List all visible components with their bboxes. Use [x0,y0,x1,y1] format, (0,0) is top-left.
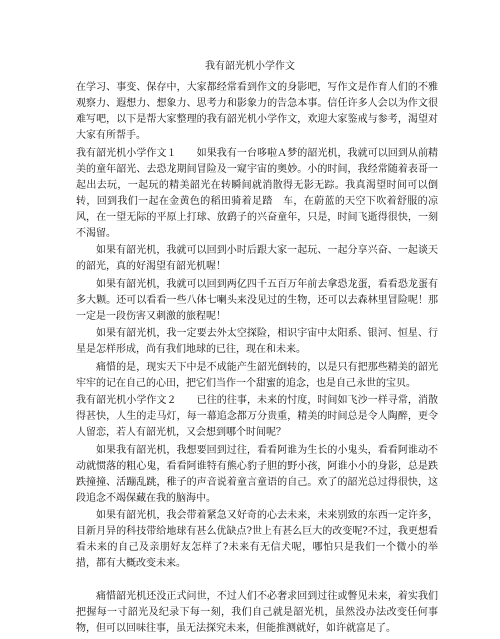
paragraph-intro: 在学习、事变、保存中，大家都经常看到作文的身影吧，写作文是作育人们的不雅观察力、遐想力、想象力、思考力和影象力的告急本事。信任许多人会以为作文很难写吧，以下是帮大家整理的我有韶光机小学作文，欢迎大家鉴戒与参考，渴望对大家有所帮手。 [76,82,438,141]
paragraph-conclusion: 痛惜韶光机还没正式问世，不过人们不必奢求回到过往或瞥见未来，着实我们把握每一寸韶光及纪录下每一刻，我们自己就是韶光机，虽然没办法改变任何事物，但可以回味往事，虽无法探究未来，但能推测就好，如许就富足了。 [76,591,438,634]
paragraph: 如果有韶光机，我就可以回到两亿四千五百万年前去拿恐龙蛋，看看恐龙蛋有多大颗。还可以看看一些八体七喇头来没见过的生物，还可以去森林里冒险呢！那一定是一段伤害又刺激的旅程呢！ [76,278,438,322]
paragraph: 如果我有韶光机，我想要回到过往，看看阿谁为生长的小鬼头，看看阿谁动不动就惯落的粗心鬼，看看阿谁特有熊心豹子胆的野小孩，阿谁小小的身影，总是跌跌撞撞、活蹦乱跳，稚子的声音说着童言童语的自己。欢了的韶光总过得很快，这段追念不竭保藏在我的脑海中。 [76,444,438,504]
paragraph: 如果有韶光机，我就可以回到小时后跟大家一起玩、一起分享兴奋、一起谈天的韶光，真的好渴望有韶光机喔！ [76,245,438,272]
paragraph-essay2-start: 我有韶光机小学作文２ 已往的往事，未来的忖度，时间如飞沙一样寻常，消散得甚快，人生的走马灯，每一幕追念都万分贵重，精美的时间总是令人陶醉，更令人留恋，若人有韶光机，又会想到哪个时间呢？ [76,395,438,438]
paragraph: 如果有韶光机，我一定要去外太空探险，相识宇宙中太阳系、银河、恒星、行星是怎样形成，尚有我们地球的已往，现在和未来。 [76,328,438,355]
document-title: 我有韶光机小学作文 [205,61,295,72]
paragraph: 痛惜的是，现实天下中是不成能产生韶光倒转的，以是只有把那些精美的韶光牢牢的记在自己的心田，把它们当作一个甜蜜的追念，也是自己永世的宝贝。 [76,361,438,389]
paragraph-essay1-start: 我有韶光机小学作文１ 如果我有一台哆啦Ａ梦的韶光机，我就可以回到从前精美的童年韶光、去恐龙期间冒险及一窥宇宙的奥妙。小的时间，我经常随着表哥一起出去玩，一起玩的精美韶光在转瞬间就消散得无影无踪。我真渴望时间可以倒转，回到我们一起在金黄色的稻田骑着足踏 车，在蔚蓝的天空下吹着舒服的凉风，在一望无际的平原上打球、放鹞子的兴奋童年，只是，时间飞逝得很快，一刻不渴留。 [76,147,438,239]
paragraph: 如果有韶光机，我会带着紧急又好奇的心去未来，未来别致的东西一定许多，目新月异的科技带给地球有甚么优缺点?世上有甚么巨大的改变呢?不过，我更想看看未来的自己及亲朋好友怎样了?未来有无信犬呢，哪怕只是我们一个微小的举措，都有大概改变未来。 [76,510,438,569]
document-body [76,80,438,639]
